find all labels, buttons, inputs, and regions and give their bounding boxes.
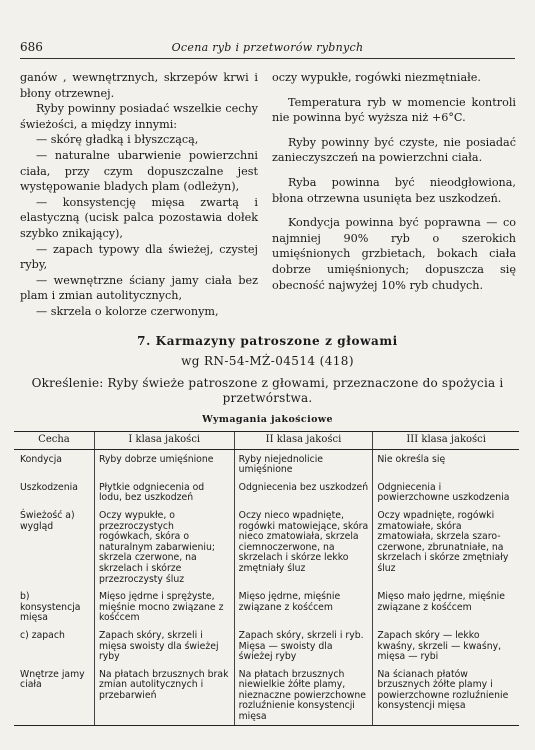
quality-requirements-table xyxy=(14,431,519,726)
column-header: Cecha xyxy=(14,432,94,450)
column-header: II klasa jakości xyxy=(234,432,373,450)
section-title: 7. Karmazyny patroszone z głowami xyxy=(137,334,398,348)
section-definition: Określenie: Ryby świeże patroszone z głowami, przeznaczone do spożycia i przetwórstwa. xyxy=(31,376,504,405)
table-cell: Mięso jędrne, mięśnie związane z kośćcem xyxy=(234,587,373,626)
table-cell: b) konsystencja mięsa xyxy=(20,591,81,624)
table-cell: Na płatach brzusznych niewielkie żółte plamy, nieznaczne powierzchowne rozluźnienie konsystencji mięsa xyxy=(234,665,373,725)
list-item: — zapach typowy dla świeżej, czystej ryby, xyxy=(20,242,258,272)
table-row xyxy=(14,626,519,665)
list-item: — naturalne ubarwienie powierzchni ciała, przy czym dopuszczalne jest występowanie bladych plam (odleżyn), xyxy=(20,148,258,194)
table-row xyxy=(14,449,519,478)
paragraph: oczy wypukłe, rogówki niezmętniałe. xyxy=(272,71,481,84)
list-item: — konsystencję mięsa zwartą i elastyczną (ucisk palca pozostawia dołek szybko znikający), xyxy=(20,195,258,240)
paragraph: Ryby powinny być czyste, nie posiadać zanieczyszczeń na powierzchni ciała. xyxy=(272,135,516,165)
table-cell: Odgniecenia bez uszkodzeń xyxy=(234,478,373,506)
page-header xyxy=(20,38,515,59)
left-text-column xyxy=(20,70,258,320)
table-row xyxy=(14,478,519,506)
table-cell: Ryby dobrze umięśnione xyxy=(94,449,234,478)
table-cell: Nie określa się xyxy=(373,449,519,478)
table-row xyxy=(14,587,519,626)
table-cell: Zapach skóry, skrzeli i mięsa swoisty dla świeżej ryby xyxy=(94,626,234,665)
table-cell: c) zapach xyxy=(20,629,65,641)
table-cell: Mięso mało jędrne, mięśnie związane z kośćcem xyxy=(373,587,519,626)
table-cell: Ryby niejednolicie umięśnione xyxy=(234,449,373,478)
table-cell: Zapach skóry — lekko kwaśny, skrzeli — kwaśny, mięsa — rybi xyxy=(373,626,519,665)
table-cell: Kondycja xyxy=(20,453,63,465)
table-cell: Oczy wpadnięte, rogówki zmatowiałe, skóra zmatowiała, skrzela szaro-czerwone, zbrunatniałe, na skrzelach i skórze zmętniały śluz xyxy=(373,506,519,587)
column-header: III klasa jakości xyxy=(373,432,519,450)
page-number: 686 xyxy=(20,40,43,54)
table-cell: Na płatach brzusznych brak zmian autolitycznych i przebarwień xyxy=(94,665,234,725)
running-title: Ocena ryb i przetworów rybnych xyxy=(171,41,364,54)
table-cell: Oczy wypukłe, o przezroczystych rogówkach, skóra o naturalnym zabarwieniu; skrzela czerwone, na skrzelach i skórze przezroczysty śluz xyxy=(94,506,234,587)
table-cell: Na ścianach płatów brzusznych żółte plamy i powierzchowne rozluźnienie konsystencji mięsa xyxy=(373,665,519,725)
list-item: — skórę gładką i błyszczącą, xyxy=(36,133,199,147)
table-cell: Zapach skóry, skrzeli i ryb. Mięsa — swoisty dla świeżej ryby xyxy=(234,626,373,665)
table-row xyxy=(14,665,519,725)
paragraph: Ryby powinny posiadać wszelkie cechy świeżości, a między innymi: xyxy=(20,102,258,131)
table-cell: Odgniecenia i powierzchowne uszkodzenia xyxy=(373,478,519,506)
requirements-heading: Wymagania jakościowe xyxy=(202,414,333,425)
paragraph: Kondycja powinna być poprawna — co najmniej 90% ryb o szerokich umięśnionych grzbietach, bokach ciała dobrze umięśnionych; dopuszcza się obecność najwyżej 10% ryb chudych. xyxy=(272,216,516,292)
table-cell: Oczy nieco wpadnięte, rogówki matowiejące, skóra nieco zmatowiała, skrzela ciemnoczerwone, na skrzelach i skórze lekko zmętniały śluz xyxy=(234,506,373,587)
section-standard: wg RN-54-MŻ-04514 (418) xyxy=(181,354,354,368)
table-row xyxy=(14,506,519,587)
table-cell: Mięso jędrne i sprężyste, mięśnie mocno związane z kośćcem xyxy=(94,587,234,626)
paragraph: Ryba powinna być nieodgłowiona, błona otrzewna usunięta bez uszkodzeń. xyxy=(272,175,516,205)
table-header-row xyxy=(14,432,519,450)
paragraph: ganów , wewnętrznych, skrzepów krwi i błony otrzewnej. xyxy=(20,71,258,100)
table-cell: Świeżość a) wygląd xyxy=(20,509,75,532)
list-item: — skrzela o kolorze czerwonym, xyxy=(36,304,219,318)
right-text-column xyxy=(272,70,516,293)
table-cell: Uszkodzenia xyxy=(20,481,78,493)
paragraph: Temperatura ryb w momencie kontroli nie powinna być wyższa niż +6°C. xyxy=(272,95,516,125)
table-cell: Wnętrze jamy ciała xyxy=(14,665,94,725)
table-cell: Płytkie odgniecenia od lodu, bez uszkodzeń xyxy=(94,478,234,506)
column-header: I klasa jakości xyxy=(94,432,234,450)
list-item: — wewnętrzne ściany jamy ciała bez plam i zmian autolitycznych, xyxy=(20,273,258,303)
